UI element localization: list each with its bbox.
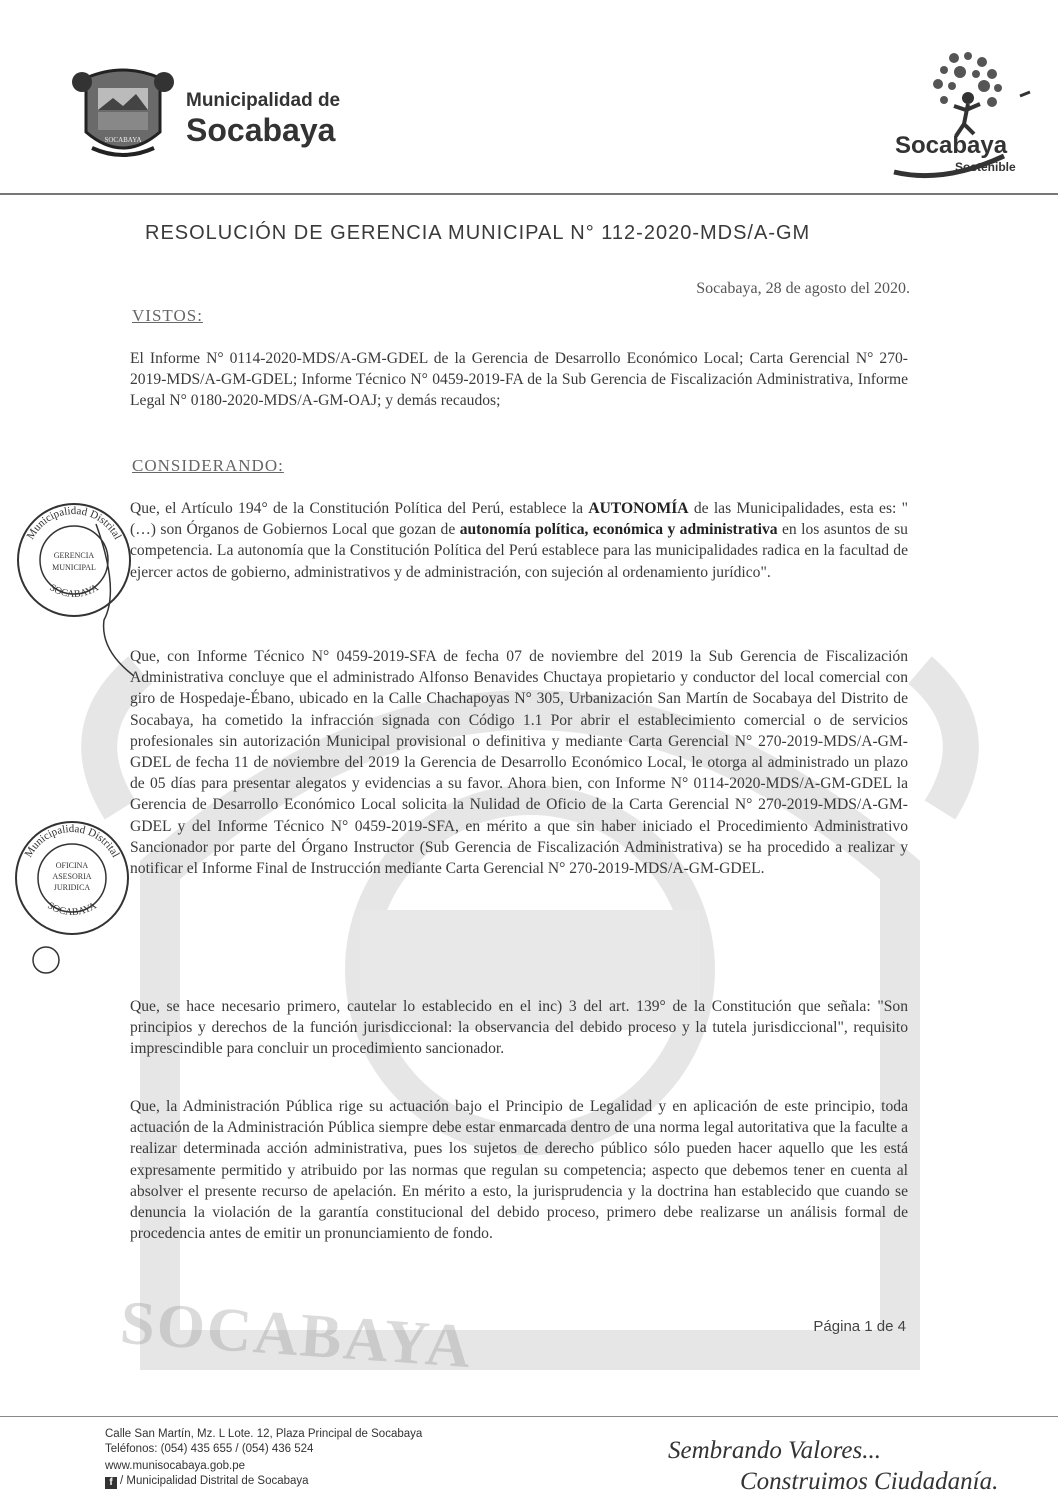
right-logo-sub: Sostenible xyxy=(955,160,1016,174)
footer-phones: Teléfonos: (054) 435 655 / (054) 436 524 xyxy=(105,1443,314,1455)
footer-divider xyxy=(0,1416,1058,1417)
vistos-heading: VISTOS: xyxy=(132,306,203,325)
considerando-paragraph-3: Que, se hace necesario primero, cautelar lo establecido en el inc) 3 del art. 139° de la Constitución que señala: "Son principios y derechos de la función jurisdiccional: la observancia del debido proceso y la tutela jurisdiccional", requisito imprescindible para concluir un procedimiento sancionador. xyxy=(130,998,908,1058)
stamp1-center-line2: MUNICIPAL xyxy=(52,563,96,572)
considerando-paragraph-4: Que, la Administración Pública rige su actuación bajo el Principio de Legalidad y en aplicación de este principio, toda actuación de la Administración Pública siempre debe estar enmarcada dentro de una norma legal autoritativa que la faculte a realizar determinada acción administrativa, pues los sujetos de derecho público sólo pueden hacer aquello que les está expresamente permitido y atribuido por las normas que regulan su competencia; aspecto que debemos tener en cuenta al absolver el presente recurso de apelación. En mérito a esto, la jurisprudencia y la doctrina han establecido que cuando se denuncia la violación de la garantía constitucional del debido proceso, primero debe realizarse un análisis formal de procedencia antes de emitir un pronunciamiento de fondo. xyxy=(130,1098,908,1243)
footer-facebook[interactable] xyxy=(105,1475,309,1489)
p1-text-a: Que, el Artículo 194° de la Constitución Política del Perú, establece la xyxy=(130,500,589,517)
facebook-icon: f xyxy=(105,1477,117,1489)
vistos-paragraph: El Informe N° 0114-2020-MDS/A-GM-GDEL de la Gerencia de Desarrollo Económico Local; Carta Gerencial N° 270-2019-MDS/A-GM-GDEL; Informe Técnico N° 0459-2019-FA de la Sub Gerencia de Fiscalización Administrativa, Informe Legal N° 0180-2020-MDS/A-GM-OAJ; y demás recaudos; xyxy=(130,350,908,410)
seal-label: SOCABAYA xyxy=(104,136,142,144)
org-name-line1: Municipalidad de xyxy=(186,90,341,111)
signature-stroke-icon xyxy=(90,520,150,680)
watermark-text: SOCABAYA xyxy=(118,1288,475,1382)
stamp1-arc-top: Municipalidad Distrital xyxy=(24,504,124,542)
stamp2-center-line1: OFICINA xyxy=(55,861,89,870)
considerando-paragraph-2: Que, con Informe Técnico N° 0459-2019-SFA de fecha 07 de noviembre del 2019 la Sub Gerencia de Fiscalización Administrativa concluye que el administrado Alfonso Benavides Chuctaya propietario y conductor del local comercial con giro de Hospedaje-Ébano, ubicado en la Calle Chachapoyas N° 305, Urbanización San Martín de Socabaya del Distrito de Socabaya, ha cometido la infracción signada con Código 1.1 Por abrir el establecimiento comercial o de servicios profesionales sin autorización Municipal provisional o definitiva y mediante Carta Gerencial N° 270-2019-MDS/A-GM-GDEL de fecha 11 de noviembre del 2019 la Gerencia de Desarrollo Económico Local, le otorga al administrado un plazo de 05 días para presentar alegatos y evidencias a su favor. Ahora bien, con Informe N° 0114-2020-MDS/A-GM-GDEL la Gerencia de Desarrollo Económico Local solicita la Nulidad de Oficio de la Carta Gerencial N° 270-2019-MDS/A-GM-GDEL y del Informe Técnico N° 0459-2019-SFA, en mérito a que sin haber iniciado el Procedimiento Administrativo Sancionador por parte del Órgano Instructor (Sub Gerencia de Fiscalización Administrativa) se ha procedido a realizar y notificar el Informe Final de Instrucción mediante Carta Gerencial N° 270-2019-MDS/A-GM-GDEL. xyxy=(130,648,908,878)
page-number: Página 1 de 4 xyxy=(813,1318,906,1335)
footer-facebook-text: / Municipalidad Distrital de Socabaya xyxy=(120,1475,309,1487)
slogan-line1: Sembrando Valores... xyxy=(668,1437,881,1464)
svg-text:Municipalidad Distrital xyxy=(23,823,122,860)
p1-text-c: en los asuntos de su competencia. La autonomía que la Constitución Política del Perú establece para las municipalidades radica en la facultad de ejercer actos de gobierno, administrativos y de administración, con sujeción al ordenamiento jurídico". xyxy=(130,521,908,581)
stamp2-center-line3: JURIDICA xyxy=(53,883,91,892)
stamp2-arc-top: Municipalidad Distrital xyxy=(22,822,122,860)
punch-hole-icon xyxy=(20,930,80,980)
stamp2-center-line2: ASESORIA xyxy=(52,872,92,881)
slogan-line2: Construimos Ciudadanía. xyxy=(740,1468,999,1495)
header-divider xyxy=(0,193,1058,195)
resolution-title: RESOLUCIÓN DE GERENCIA MUNICIPAL N° 112-2020-MDS/A-GM xyxy=(145,222,811,244)
svg-text:SOCABAYA xyxy=(45,900,99,918)
footer-website[interactable]: www.munisocabaya.gob.pe xyxy=(105,1460,245,1472)
considerando-heading: CONSIDERANDO: xyxy=(132,456,284,475)
considerando-paragraph-1 xyxy=(130,498,908,583)
municipal-seal-logo xyxy=(68,60,178,170)
p1-bold-autonomia: AUTONOMÍA xyxy=(588,500,689,517)
footer-address: Calle San Martín, Mz. L Lote. 12, Plaza Principal de Socabaya xyxy=(105,1428,423,1440)
resolution-date: Socabaya, 28 de agosto del 2020. xyxy=(696,280,910,297)
asesoria-juridica-stamp xyxy=(12,818,132,938)
stamp1-arc-bottom: SOCABAYA xyxy=(47,582,101,601)
p1-bold-autonomia-politica: autonomía política, económica y administrativa xyxy=(459,521,778,539)
stamp1-center-line1: GERENCIA xyxy=(53,551,95,560)
stamp2-arc-bottom: SOCABAYA xyxy=(45,900,99,919)
p1-text-b: de las Municipalidades, esta es: "(…) son Órganos de Gobiernos Local que gozan de xyxy=(130,500,909,539)
org-name-line2: Socabaya xyxy=(186,112,336,148)
right-logo-name: Socabaya xyxy=(895,132,1008,159)
